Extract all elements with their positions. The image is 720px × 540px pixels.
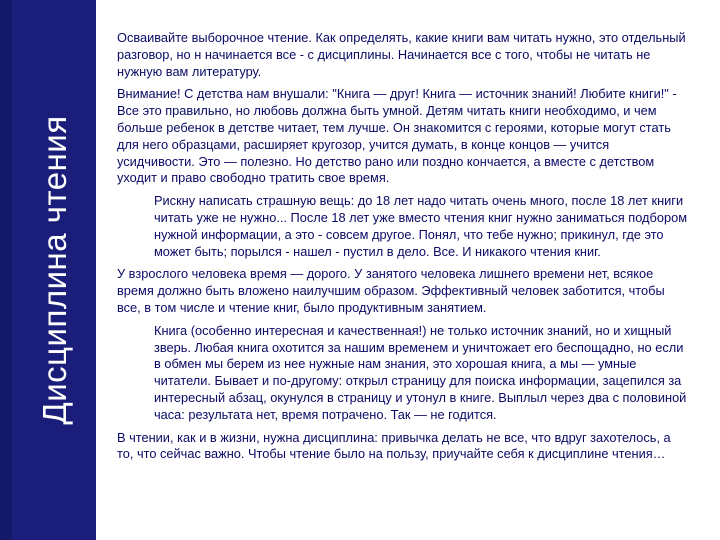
paragraph-intro: Осваивайте выборочное чтение. Как определять, какие книги вам читать нужно, это отдельный разговор, но н начинается все - с дисциплины. Начинается все с того, чтобы не читать не нужную вам литературу. xyxy=(117,30,686,79)
sidebar-accent-bar xyxy=(0,0,12,540)
quote-book-predator: Книга (особенно интересная и качественная!) не только источник знаний, но и хищный зверь. Любая книга охотится за нашим временем и уничтожает его беспощадно, но если в обмен мы берем из нее нужные нам знания, это хорошая книга, а мы — умные читатели. Бывает и по-другому: открыл страницу для поиска информации, зацепился за интересный абзац, окунулся в страницу и утонул в книге. Выплыл через два с половиной часа: результата нет, время потрачено. Так — не годится. xyxy=(154,322,687,422)
quote-after-eighteen: Рискну написать страшную вещь: до 18 лет надо читать очень много, после 18 лет книги читать уже не нужно... После 18 лет уже вместо чтения книг нужно заниматься подбором нужной информации, а это - совсем другое. Понял, что тебе нужно; прикинул, где это может быть; порылся - нашел - пустил в дело. Все. И никакого чтения книг. xyxy=(154,193,687,259)
paragraph-adult-time: У взрослого человека время — дорого. У занятого человека лишнего времени нет, всякое время должно быть вложено наилучшим образом. Эффективный человек заботится, чтобы все, в том числе и чтение книг, было продуктивным занятием. xyxy=(117,266,665,315)
sidebar-panel xyxy=(0,0,96,540)
slide-body xyxy=(117,30,687,469)
slide-title: Дисциплина чтения xyxy=(36,115,73,425)
paragraph-conclusion: В чтении, как и в жизни, нужна дисциплина: привычка делать не все, что вдруг захотелось, а то, что сейчас важно. Чтобы чтение было на пользу, приучайте себя к дисциплине чтения… xyxy=(117,429,671,462)
paragraph-childhood-reading: Внимание! С детства нам внушали: "Книга — друг! Книга — источник знаний! Любите книги!" - Все это правильно, но любовь должна быть умной. Детям читать книги необходимо, и чем больше ребенок в детстве читает, тем лучше. Он знакомится с героями, которые могут стать для него образцами, расширяет кругозор, учится думать, в конце концов — учится усидчивости. Это — полезно. Но детство рано или поздно кончается, а вместе с детством уходит и право свободно тратить свое время. xyxy=(117,86,677,186)
